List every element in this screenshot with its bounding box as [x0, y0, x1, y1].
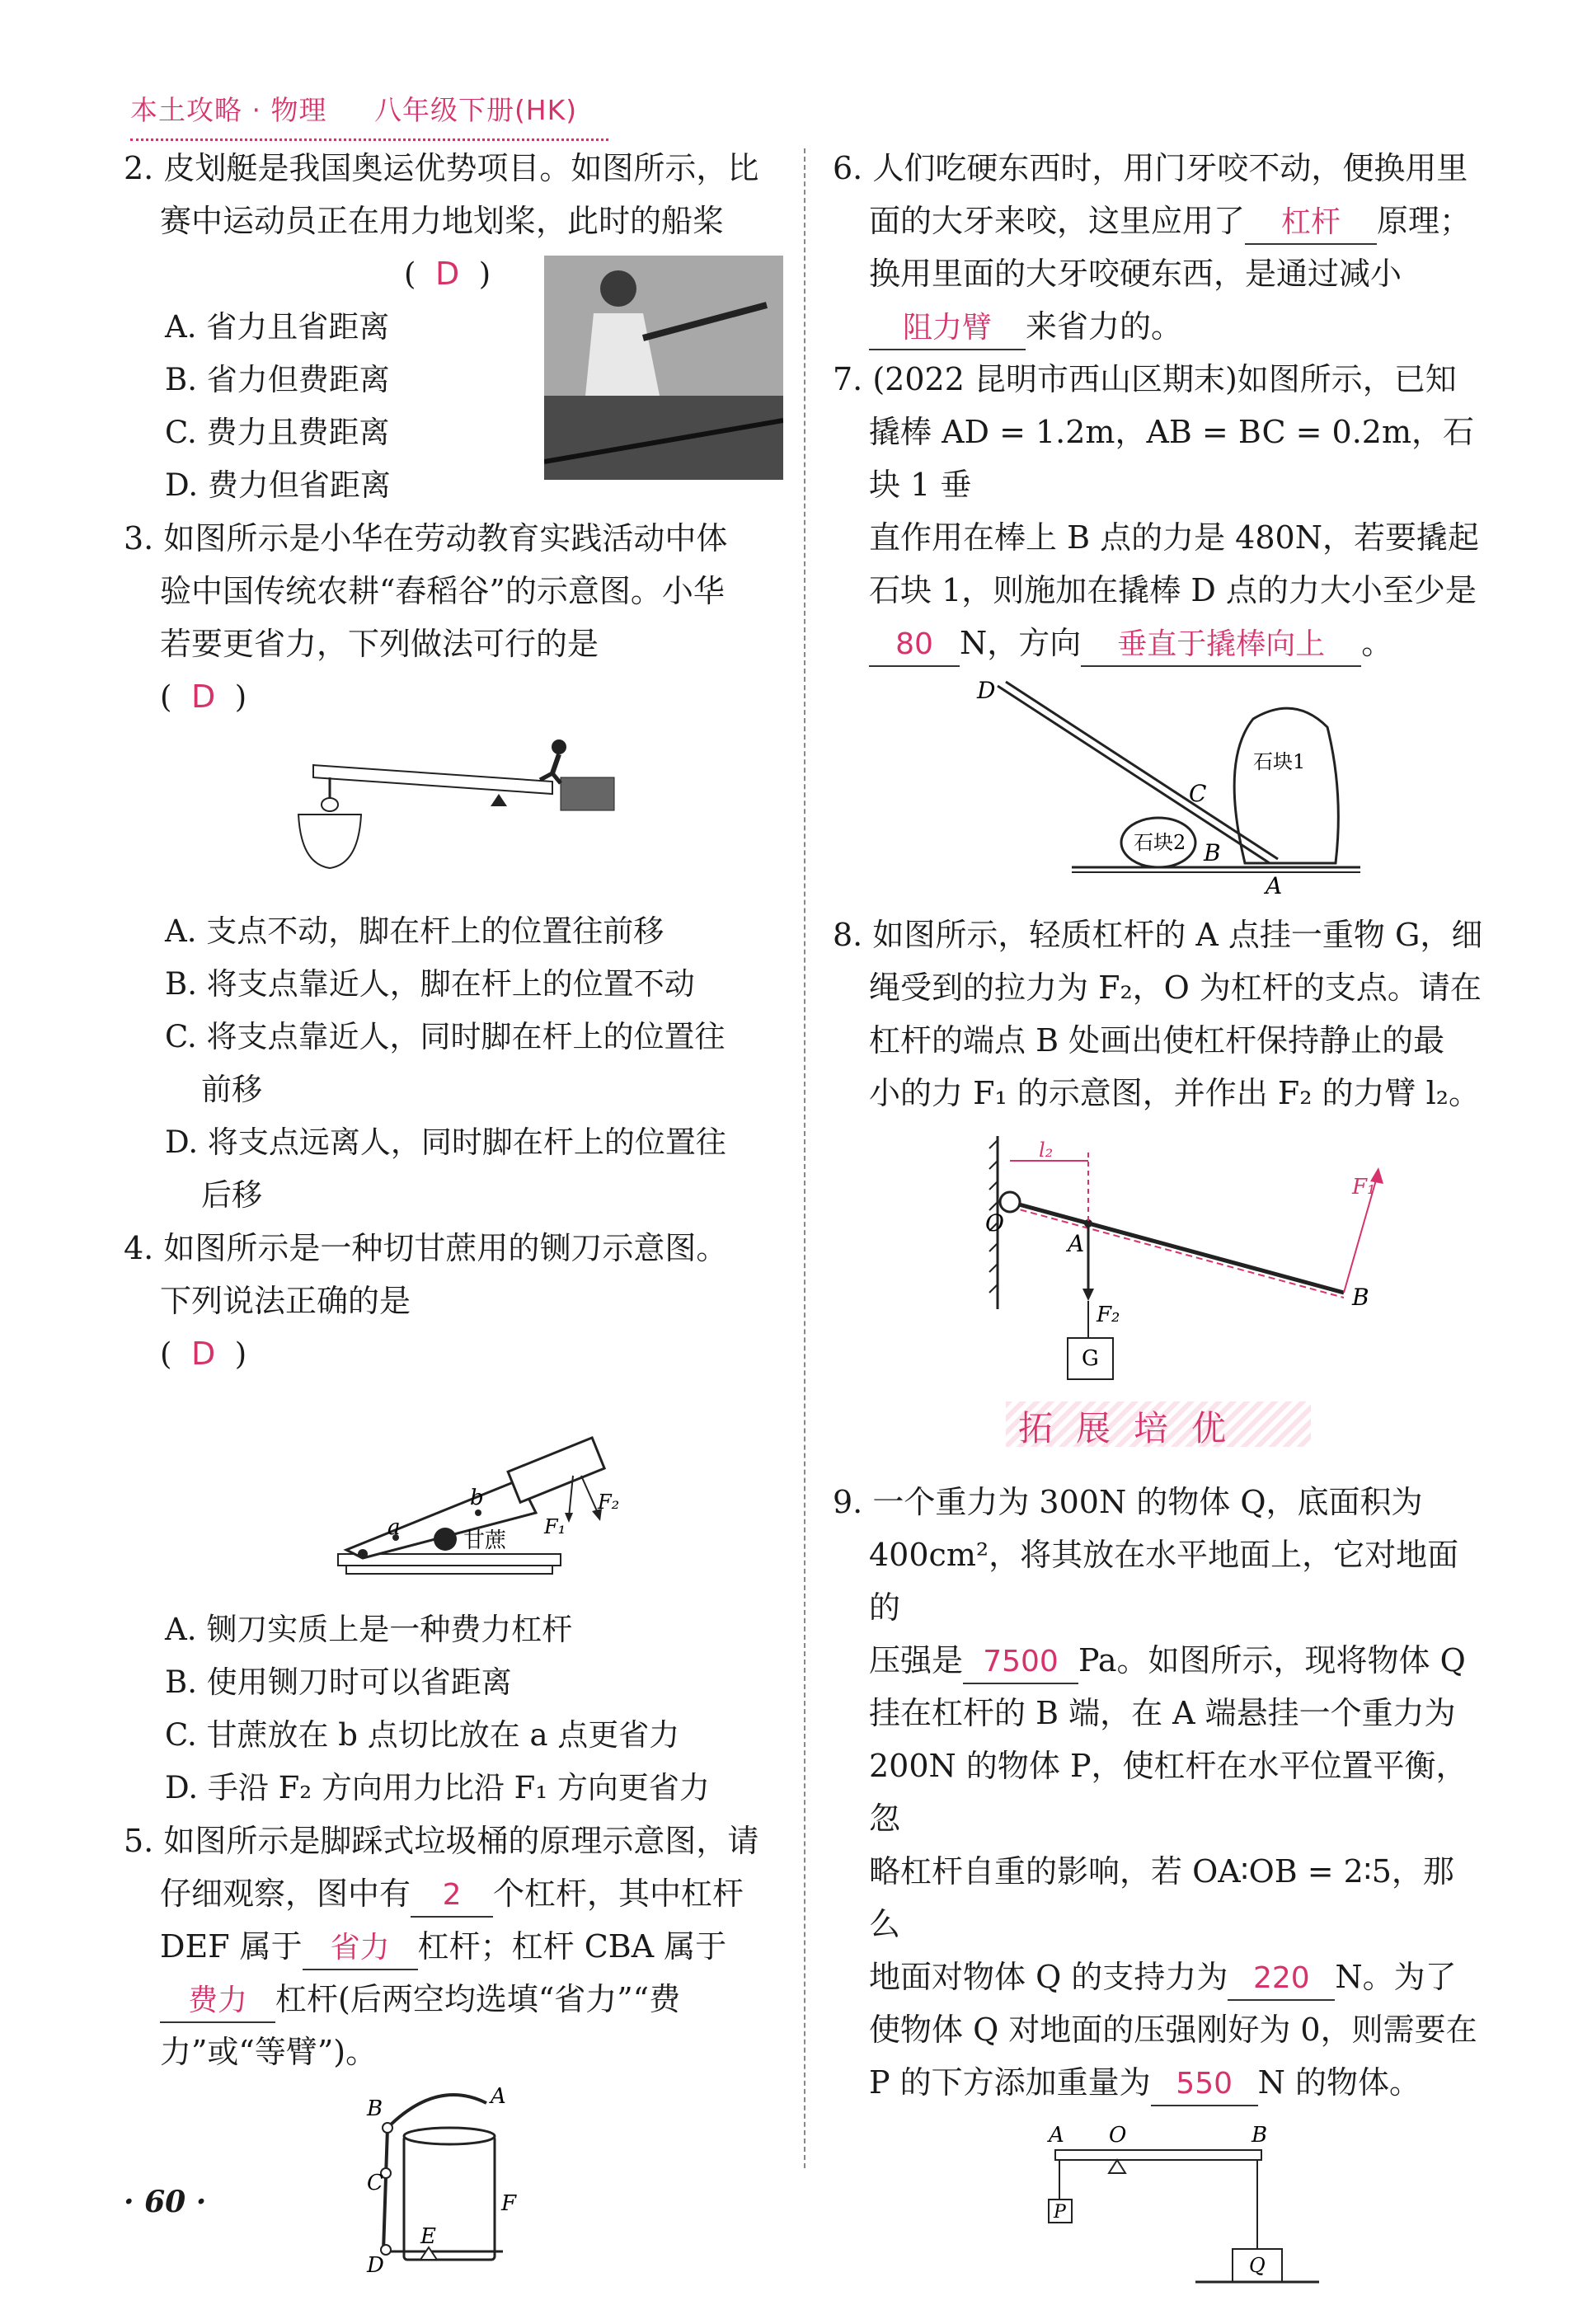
q4-option: A. 铡刀实质上是一种费力杠杆: [165, 1612, 573, 1647]
question-9: [833, 1476, 1484, 2315]
q8-line: 杠杆的端点 B 处画出使杠杆保持静止的最: [869, 1022, 1445, 1059]
q7-text: N，方向: [960, 625, 1082, 661]
label-D: D: [977, 678, 996, 704]
label-b: b: [470, 1486, 484, 1510]
q3-line: 3. 如图所示是小华在劳动教育实践活动中体: [124, 520, 728, 556]
header-title: 本土攻略 · 物理: [130, 94, 327, 126]
q4-line: 下列说法正确的是 ( D ): [160, 1283, 411, 1372]
q7-line: 石块 1，则施加在撬棒 D 点的力大小至少是: [869, 572, 1477, 608]
question-5: [124, 1815, 775, 2276]
label-B: B: [367, 2096, 383, 2121]
left-column: [124, 142, 775, 2284]
q3-line-text: 若要更省力，下列做法可行的是: [160, 626, 599, 662]
chopper-diagram: [124, 1389, 775, 1595]
q9-text: N 的物体。: [1257, 2064, 1421, 2101]
q9-blank-2: 220: [1228, 1958, 1335, 2001]
q8-line: 8. 如图所示，轻质杠杆的 A 点挂一重物 G，细: [833, 917, 1483, 953]
q5-text: 杠杆(后两空均选填“省力”“费: [275, 1981, 681, 2017]
q5-line: [124, 1867, 775, 1920]
q7-line: 直作用在棒上 B 点的力是 480N，若要撬起: [869, 519, 1479, 556]
q2-answer-line: ( D ): [404, 256, 491, 292]
label-A: A: [1266, 872, 1283, 899]
label-O: O: [1109, 2123, 1127, 2148]
q2-option: A. 省力且省距离: [165, 309, 390, 345]
q4-answer: D: [190, 1336, 216, 1372]
q5-line: [124, 1920, 775, 1973]
q5-line: [124, 1973, 775, 2026]
question-2: [124, 142, 775, 512]
q2-option: C. 费力且费距离: [165, 415, 390, 450]
q9-line: [833, 1951, 1484, 2003]
q3-option-cont: 后移: [201, 1177, 262, 1213]
label-A: A: [491, 2087, 506, 2109]
q3-option: C. 将支点靠近人，同时脚在杆上的位置往: [165, 1019, 726, 1054]
q6-text: 原理；: [1377, 203, 1472, 239]
q7-text: 。: [1361, 625, 1393, 661]
q8-line: 绳受到的拉力为 F₂，O 为杠杆的支点。请在: [869, 970, 1482, 1006]
q5-line: 力”或“等臂”)。: [160, 2034, 378, 2070]
q7-line: 7. (2022 昆明市西山区期末)如图所示，已知: [833, 361, 1457, 397]
q9-line: [833, 2056, 1484, 2109]
q6-line: [833, 300, 1484, 353]
header-grade: 八年级下册(HK): [373, 94, 578, 126]
label-A: A: [1068, 1230, 1085, 1257]
question-4: [124, 1222, 775, 1815]
q3-option: D. 将支点远离人，同时脚在杆上的位置往: [165, 1124, 726, 1160]
balance-diagram: [833, 2117, 1484, 2307]
trash-can-diagram: [124, 2087, 775, 2276]
q3-line: 验中国传统农耕“舂稻谷”的示意图。小华: [160, 573, 725, 609]
q3-option-cont: 前移: [201, 1072, 262, 1107]
q7-line: [833, 617, 1484, 669]
q6-line: 换用里面的大牙咬硬东西，是通过减小: [869, 256, 1402, 292]
q4-option: D. 手沿 F₂ 方向用力比沿 F₁ 方向更省力: [165, 1770, 710, 1805]
label-stone2: 石块2: [1134, 831, 1186, 854]
q3-answer: D: [190, 678, 216, 715]
q9-line: 挂在杠杆的 B 端，在 A 端悬挂一个重力为: [869, 1695, 1456, 1731]
q5-blank-2: 省力: [303, 1927, 418, 1970]
q5-text: 个杠杆，其中杠杆: [493, 1876, 744, 1912]
q7-line: 撬棒 AD = 1.2m，AB = BC = 0.2m，石块 1 垂: [869, 414, 1474, 503]
label-C: C: [367, 2171, 383, 2195]
header: [130, 89, 577, 128]
q2-option: D. 费力但省距离: [165, 467, 391, 503]
label-P: P: [1054, 2202, 1066, 2223]
lever-diagram: [833, 1128, 1484, 1400]
q9-line: 9. 一个重力为 300N 的物体 Q，底面积为: [833, 1484, 1423, 1520]
q6-text: 来省力的。: [1026, 308, 1183, 345]
q9-text: 压强是: [869, 1642, 964, 1678]
label-B: B: [1352, 1284, 1369, 1311]
section-title: 拓展培优: [1018, 1408, 1250, 1448]
q9-text: N。为了: [1335, 1959, 1457, 1995]
q2-line: 赛中运动员正在用力地划桨，此时的船桨: [160, 203, 725, 239]
crowbar-diagram: [833, 678, 1484, 900]
q7-blank-1: 80: [869, 624, 960, 667]
page-number: · 60 ·: [124, 2185, 207, 2219]
q4-option: B. 使用铡刀时可以省距离: [165, 1664, 512, 1700]
q5-text: DEF 属于: [160, 1928, 303, 1965]
label-B: B: [1204, 839, 1221, 866]
label-O: O: [985, 1209, 1004, 1237]
q3-line: 若要更省力，下列做法可行的是 ( D ): [160, 626, 599, 715]
q4-line-text: 下列说法正确的是: [160, 1283, 411, 1319]
q9-text: Pa。如图所示，现将物体 Q: [1078, 1642, 1466, 1678]
q5-text: 仔细观察，图中有: [160, 1876, 411, 1912]
label-a: a: [387, 1515, 401, 1540]
label-f2: F₂: [598, 1491, 620, 1514]
q9-line: [833, 1634, 1484, 1687]
question-7: [833, 353, 1484, 900]
q9-blank-3: 550: [1151, 2063, 1258, 2106]
q5-blank-1: 2: [411, 1875, 493, 1918]
q6-text: 面的大牙来咬，这里应用了: [869, 203, 1246, 239]
q9-line: 略杠杆自重的影响，若 OA∶OB = 2∶5，那么: [869, 1853, 1454, 1942]
q9-text: 地面对物体 Q 的支持力为: [869, 1959, 1228, 1995]
label-F1: F₁: [1352, 1175, 1376, 1200]
q8-line: 小的力 F₁ 的示意图，并作出 F₂ 的力臂 l₂。: [869, 1075, 1480, 1111]
q6-line: 6. 人们吃硬东西时，用门牙咬不动，便换用里: [833, 150, 1468, 186]
q4-option: C. 甘蔗放在 b 点切比放在 a 点更省力: [165, 1717, 680, 1753]
label-E: E: [420, 2224, 436, 2249]
label-f1: F₁: [544, 1515, 566, 1538]
q2-answer: D: [434, 256, 460, 292]
label-F2: F₂: [1097, 1303, 1120, 1327]
label-Q: Q: [1249, 2254, 1266, 2277]
q5-text: 杠杆；杠杆 CBA 属于: [417, 1928, 727, 1965]
q5-blank-3: 费力: [160, 1980, 275, 2023]
q3-option: A. 支点不动，脚在杆上的位置往前移: [165, 913, 665, 949]
label-cane: 甘蔗: [463, 1528, 507, 1553]
label-G: G: [1082, 1346, 1099, 1371]
header-underline: [130, 130, 608, 141]
q6-blank-1: 杠杆: [1245, 202, 1377, 245]
q2-line: 2. 皮划艇是我国奥运优势项目。如图所示，比: [124, 150, 759, 186]
q5-line: 5. 如图所示是脚踩式垃圾桶的原理示意图，请: [124, 1823, 759, 1859]
label-C: C: [1189, 780, 1207, 807]
rowing-photo: [544, 256, 783, 480]
q9-line: 400cm²，将其放在水平地面上，它对地面的: [869, 1537, 1459, 1626]
label-l2: l₂: [1039, 1139, 1054, 1162]
q2-option: B. 省力但费距离: [165, 362, 390, 397]
q9-blank-1: 7500: [963, 1641, 1078, 1684]
q3-option: B. 将支点靠近人，脚在杆上的位置不动: [165, 966, 695, 1002]
q6-line: [833, 195, 1484, 247]
label-A: A: [1049, 2123, 1064, 2148]
pestle-diagram: [124, 732, 775, 897]
q9-line: 使物体 Q 对地面的压强刚好为 0，则需要在: [869, 2012, 1477, 2048]
label-D: D: [367, 2253, 384, 2276]
question-8: [833, 908, 1484, 1400]
q6-blank-2: 阻力臂: [869, 308, 1026, 350]
q4-line: 4. 如图所示是一种切甘蔗用的铡刀示意图。: [124, 1230, 728, 1266]
label-stone1: 石块1: [1253, 750, 1306, 773]
q9-text: P 的下方添加重量为: [869, 2064, 1151, 2101]
q9-line: 200N 的物体 P，使杠杆在水平位置平衡，忽: [869, 1748, 1468, 1837]
label-F: F: [501, 2191, 517, 2216]
question-3: [124, 512, 775, 1222]
q7-blank-2: 垂直于撬棒向上: [1081, 624, 1361, 667]
question-6: [833, 142, 1484, 353]
column-divider: [804, 148, 805, 2168]
label-B: B: [1252, 2123, 1268, 2148]
right-column: [833, 142, 1484, 1408]
